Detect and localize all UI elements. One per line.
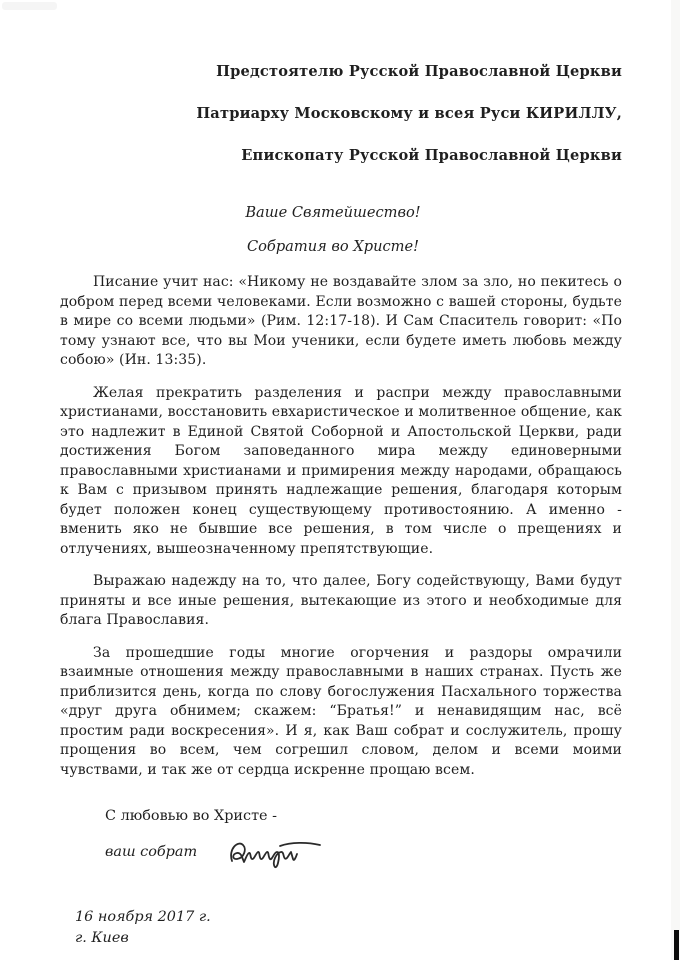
date-block [75, 907, 622, 949]
body-paragraph-1: Писание учит нас: «Никому не воздавайте злом за зло, но пекитесь о добром перед всеми человеками. Если возможно с вашей стороны, будьте в мире со всеми людьми» (Рим. 12:17-18). И Сам Спаситель говорит: «По тому узнают все, что вы Мои ученики, если будете иметь любовь между собою» (Ин. 13:35). [60, 274, 622, 368]
scan-edge-shadow [671, 0, 680, 960]
place-line: г. Киев [75, 929, 129, 946]
salutation-block [60, 203, 606, 271]
recipient-line-3: Епископату Русской Православной Церкви [241, 147, 622, 164]
date-line: 16 ноября 2017 г. [75, 908, 211, 925]
letter-content [60, 0, 622, 949]
body-paragraph-4: За прошедшие годы многие огорчения и раздоры омрачили взаимные отношения между православными в наших странах. Пусть же приблизится день, когда по слову богослужения Пасхального торжества «друг друга обнимем; скажем: “Братья!” и ненавидящим нас, всё простим ради воскресения». И я, как Ваш собрат и сослужитель, прошу прощения во всем, чем согрешил словом, делом и всеми моими чувствами, и так же от сердца искренне прощаю всем. [60, 644, 622, 778]
recipient-block [60, 0, 622, 188]
body-paragraph-3: Выражаю надежду на то, что далее, Богу содействующу, Вами будут приняты и все иные решения, вытекающие из этого и необходимые для блага Православия. [60, 573, 622, 628]
salutation-line-1: Ваше Святейшество! [245, 204, 421, 221]
recipient-line-1: Предстоятелю Русской Православной Церкви [216, 63, 622, 80]
scan-smudge [2, 2, 57, 10]
signoff-row [105, 841, 622, 877]
signoff-label: ваш собрат [105, 843, 198, 860]
letter-body [60, 273, 622, 780]
signature-handwriting-icon [223, 837, 327, 873]
salutation-line-2: Собратия во Христе! [246, 238, 419, 255]
body-paragraph-2: Желая прекратить разделения и распри между православными христианами, восстановить евхаристическое и молитвенное общение, как это надлежит в Единой Святой Соборной и Апостольской Церкви, ради достижения Богом заповеданного мира между единоверными православными христианами и примирения между народами, обращаюсь к Вам с призывом принять надлежащие решения, благодаря которым будет положен конец существующему противостоянию. А именно - вменить яко не бывшие все решения, в том числе о прещениях и отлучениях, вышеозначенному препятствующие. [60, 384, 622, 557]
closing-line: С любовью во Христе - [105, 808, 277, 824]
scan-artifact-mark [674, 930, 679, 960]
recipient-line-2: Патриарху Московскому и всея Руси КИРИЛЛУ, [196, 105, 622, 122]
